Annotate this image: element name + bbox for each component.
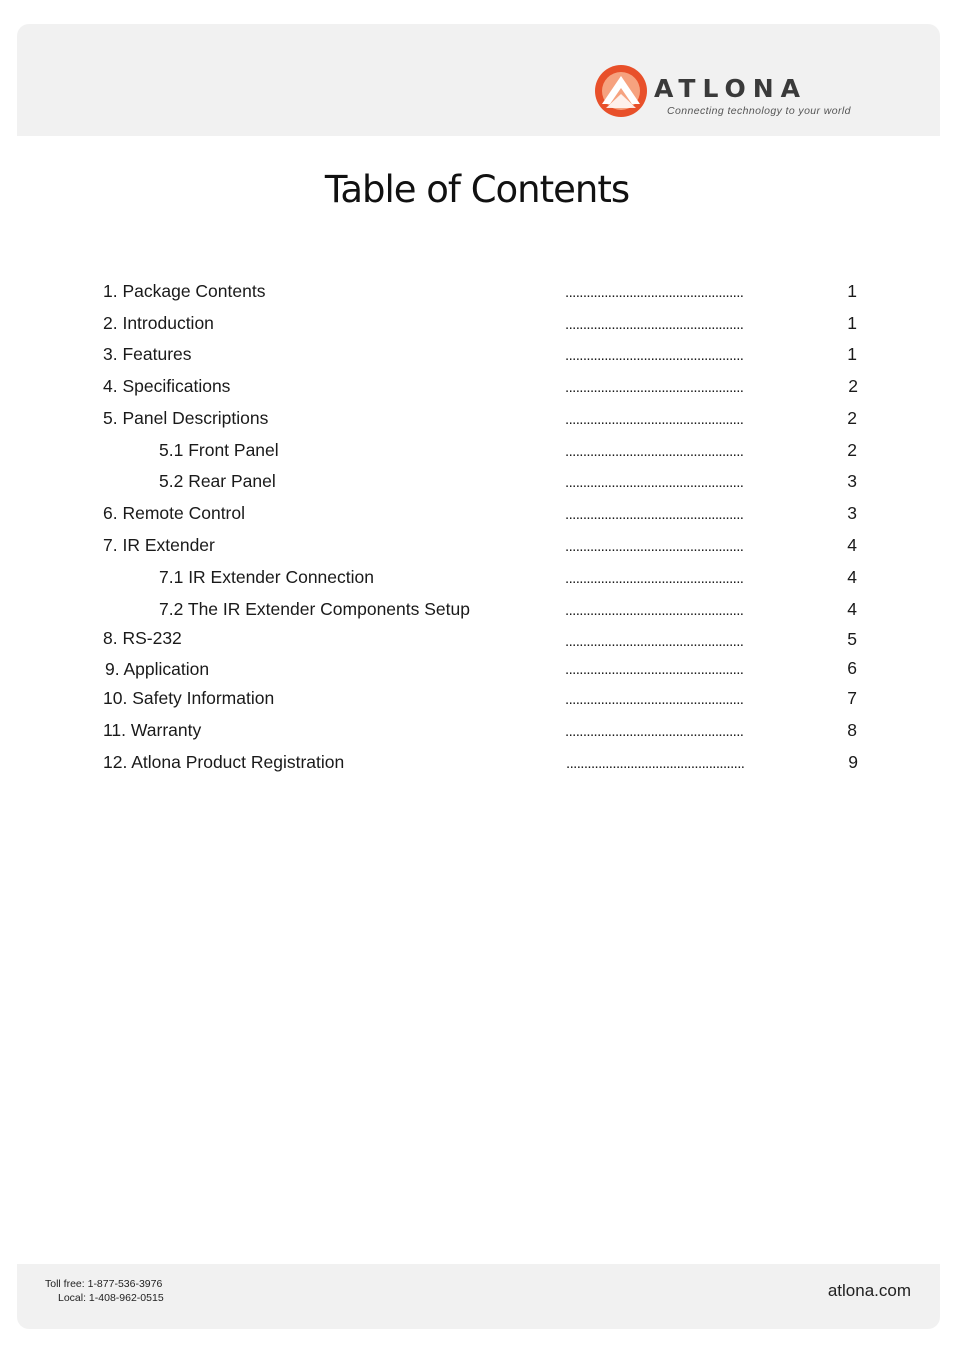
toc-entry[interactable] [0, 659, 954, 683]
toc-entry-page: 8 [847, 720, 857, 740]
toc-entry-page: 3 [847, 503, 857, 523]
toc-entry[interactable] [0, 503, 954, 527]
toc-entry-label: 2. Introduction [103, 313, 214, 333]
toc-entry-leader: .................................................. [565, 723, 744, 740]
toc-entry-label: 5. Panel Descriptions [103, 408, 269, 428]
toc-entry[interactable] [0, 408, 954, 432]
toc-entry-page: 5 [847, 629, 857, 649]
toc-entry-page: 4 [847, 567, 857, 587]
toc-entry-page: 4 [847, 535, 857, 555]
toc-entry-page: 7 [847, 688, 857, 708]
toc-entry-leader: .................................................. [565, 661, 744, 678]
toc-entry-page: 9 [848, 752, 858, 772]
toc-entry-page: 2 [847, 440, 857, 460]
toc-entry[interactable] [0, 313, 954, 337]
toc-entry-label: 8. RS-232 [103, 628, 182, 648]
toc-entry-leader: .................................................. [565, 570, 744, 587]
toc-entry[interactable] [0, 688, 954, 712]
toc-entry-leader: .................................................. [565, 316, 744, 333]
toc-entry[interactable] [0, 720, 954, 744]
toc-entry-leader: .................................................. [565, 443, 744, 460]
toc-entry-leader: .................................................. [565, 538, 744, 555]
toc-entry-label: 7. IR Extender [103, 535, 215, 555]
toc-entry-leader: .................................................. [565, 506, 744, 523]
toc-entry-leader: .................................................. [565, 474, 744, 491]
toc-entry-label: 10. Safety Information [103, 688, 275, 708]
toc-entry-label: 9. Application [105, 659, 210, 679]
toc-entry[interactable] [0, 376, 954, 400]
toc-entry-label: 4. Specifications [103, 376, 231, 396]
toc-entry-leader: .................................................. [566, 755, 745, 772]
toc-entry-page: 1 [847, 313, 857, 333]
toc-entry-label: 7.1 IR Extender Connection [159, 567, 374, 587]
contact-info [45, 1277, 164, 1305]
toc-entry-label: 1. Package Contents [103, 281, 266, 301]
toc-entry-page: 2 [847, 408, 857, 428]
toc-entry[interactable] [0, 281, 954, 305]
toc-entry[interactable] [0, 471, 954, 495]
toc-entry-leader: .................................................. [565, 284, 744, 301]
toc-entry[interactable] [0, 599, 954, 623]
toc-entry-label: 12. Atlona Product Registration [103, 752, 345, 772]
toc-entry[interactable] [0, 567, 954, 591]
toc-entry-leader: .................................................. [565, 602, 744, 619]
toc-entry[interactable] [0, 535, 954, 559]
website-link[interactable]: atlona.com [827, 1281, 911, 1300]
toll-free-number: Toll free: 1-877-536-3976 [45, 1278, 163, 1290]
toc-entry-page: 3 [847, 471, 857, 491]
toc-entry-page: 1 [847, 281, 857, 301]
logo-tagline: Connecting technology to your world [667, 105, 851, 117]
toc-entry-leader: .................................................. [565, 691, 744, 708]
toc-entry-label: 6. Remote Control [103, 503, 246, 523]
toc-entry[interactable] [0, 628, 954, 652]
toc-entry-leader: .................................................. [565, 633, 744, 650]
toc-entry-page: 2 [848, 376, 858, 396]
toc-entry-leader: .................................................. [565, 347, 744, 364]
toc-entry-label: 5.1 Front Panel [159, 440, 279, 460]
logo-wordmark: ATLONA [654, 74, 808, 103]
toc-entry-label: 7.2 The IR Extender Components Setup [159, 599, 470, 619]
toc-entry[interactable] [0, 344, 954, 368]
toc-entry-page: 1 [847, 344, 857, 364]
atlona-logo-mark-icon [594, 64, 648, 118]
toc-entry-label: 5.2 Rear Panel [159, 471, 276, 491]
toc-entry-page: 4 [847, 599, 857, 619]
toc-entry-leader: .................................................. [565, 411, 744, 428]
toc-entry-label: 3. Features [103, 344, 192, 364]
toc-entry-leader: .................................................. [565, 379, 744, 396]
toc-entry[interactable] [0, 752, 954, 776]
toc-entry-page: 6 [847, 658, 857, 678]
page-title: Table of Contents [324, 168, 630, 211]
toc-entry[interactable] [0, 440, 954, 464]
toc-entry-label: 11. Warranty [103, 720, 202, 740]
local-number: Local: 1-408-962-0515 [58, 1292, 164, 1304]
atlona-logo [594, 64, 894, 124]
